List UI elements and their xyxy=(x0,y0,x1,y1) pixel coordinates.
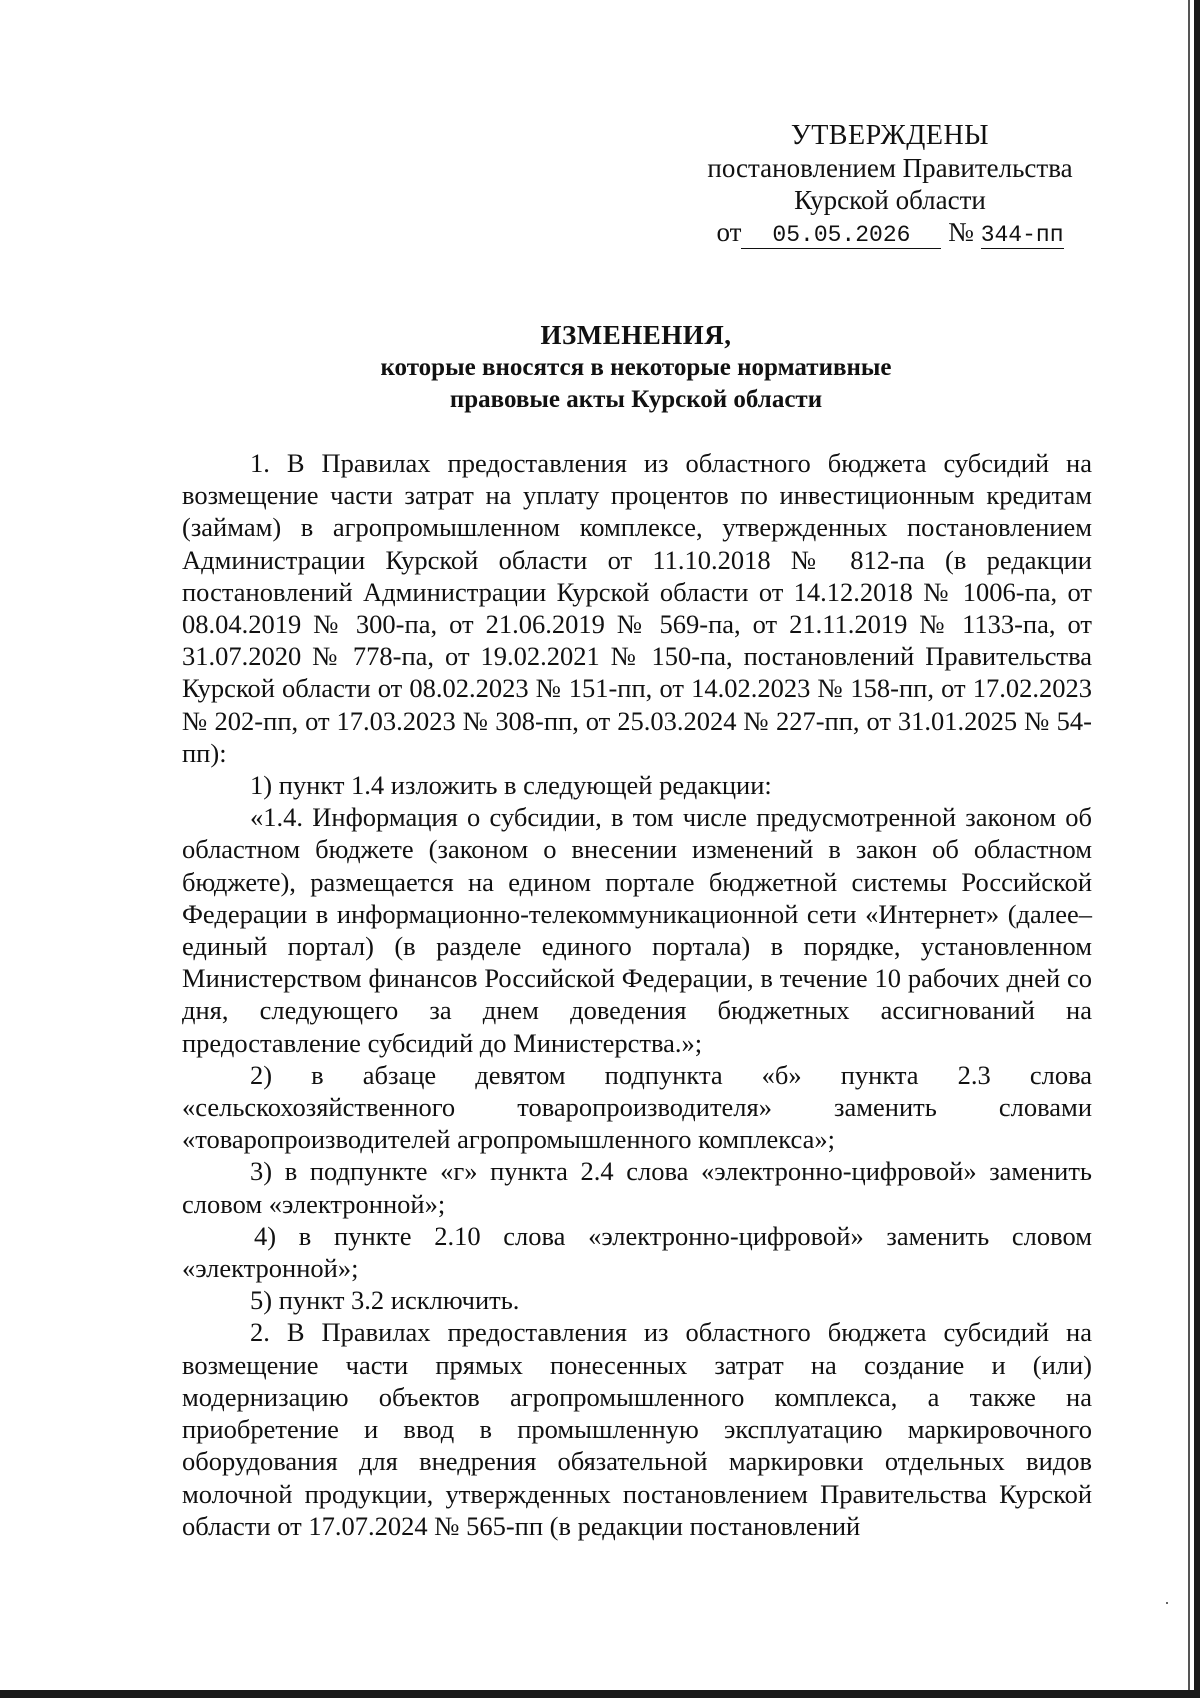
paragraph-1-item-4: 4) в пункте 2.10 слова «электронно-цифровой» заменить словом «электронной»; xyxy=(182,1220,1092,1284)
number-label: № xyxy=(948,217,974,247)
paragraph-1-item-3: 3) в подпункте «г» пункта 2.4 слова «электронно-цифровой» заменить словом «электронной»; xyxy=(182,1156,1092,1219)
title-heading: ИЗМЕНЕНИЯ, xyxy=(540,320,732,350)
from-label: от xyxy=(716,217,742,247)
paragraph-2: 2. В Правилах предоставления из областного бюджета субсидий на возмещение части прямых понесенных затрат на создание и (или) модернизацию объектов агропромышленного комплекса, а также на приобретение и ввод в промышленную эксплуатацию маркировочного оборудования для внедрения обязательной маркировки отдельных видов молочной продукции, утвержденных постановлением Правительства Курской области от 17.07.2024 № 565-пп (в редакции постановлений xyxy=(182,1317,1092,1541)
title-line-1: которые вносятся в некоторые нормативные xyxy=(380,354,892,381)
scan-edge-right-inner xyxy=(1188,0,1190,1698)
approval-date: 05.05.2026 xyxy=(741,222,941,249)
document-title xyxy=(180,318,1092,416)
scan-edge-right xyxy=(1194,0,1200,1698)
approval-line-1: постановлением Правительства xyxy=(707,153,1073,183)
approval-date-line xyxy=(690,216,1090,249)
paragraph-1-item-2: 2) в абзаце девятом подпункта «б» пункта 2.3 слова «сельскохозяйственного товаропроизводителя» заменить словами «товаропроизводителей агропромышленного комплекса»; xyxy=(182,1059,1092,1155)
paragraph-1-item-5: 5) пункт 3.2 исключить. xyxy=(250,1285,520,1316)
scan-edge-bottom xyxy=(0,1690,1200,1698)
approval-number: 344-пп xyxy=(980,222,1064,248)
scan-speck xyxy=(1166,1602,1168,1604)
paragraph-1: 1. В Правилах предоставления из областного бюджета субсидий на возмещение части затрат на уплату процентов по инвестиционным кредитам (займам) в агропромышленном комплексе, утвержденных постановлением Администрации Курской области от 11.10.2018 № 812-па (в редакции постановлений Администрации Курской области от 14.12.2018 № 1006-па, от 08.04.2019 № 300-па, от 21.06.2019 № 569-па, от 21.11.2019 № 1133-па, от 31.07.2020 № 778-па, от 19.02.2021 № 150-па, постановлений Правительства Курской области от 08.02.2023 № 151-пп, от 14.02.2023 № 158-пп, от 17.02.2023 № 202-пп, от 17.03.2023 № 308-пп, от 25.03.2024 № 227-пп, от 31.01.2025 № 54-пп): xyxy=(182,448,1092,768)
approval-stamp-block xyxy=(690,120,1090,249)
approved-heading: УТВЕРЖДЕНЫ xyxy=(790,120,990,151)
paragraph-1-item-1: 1) пункт 1.4 изложить в следующей редакции: xyxy=(250,770,772,801)
document-body xyxy=(182,447,1092,1542)
approval-line-2: Курской области xyxy=(794,185,986,215)
title-line-2: правовые акты Курской области xyxy=(449,386,823,413)
paragraph-1-4-text: «1.4. Информация о субсидии, в том числе предусмотренной законом об областном бюджете (законом о внесении изменений в закон об областном бюджете), размещается на едином портале бюджетной системы Российской Федерации в информационно-телекоммуникационной сети «Интернет» (далее–единый портал) (в разделе единого портала) в порядке, установленном Министерством финансов Российской Федерации, в течение 10 рабочих дней со дня, следующего за днем доведения бюджетных ассигнований на предоставление субсидий до Министерства.»; xyxy=(182,802,1092,1058)
